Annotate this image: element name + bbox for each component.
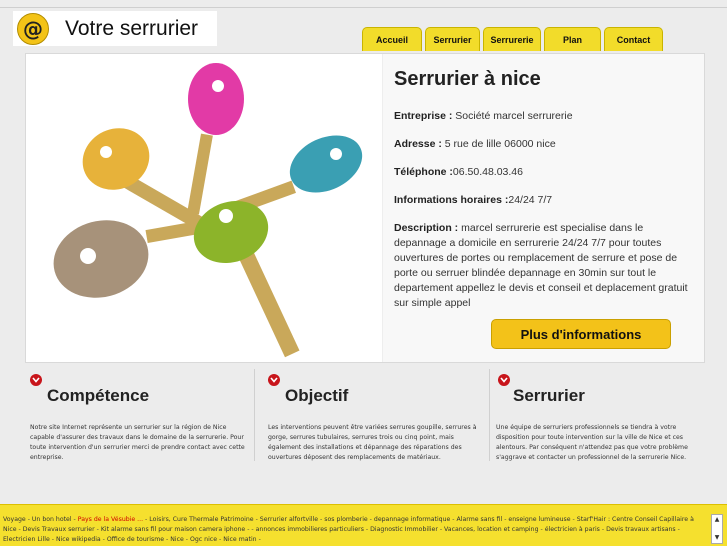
- more-info-button[interactable]: Plus d'informations: [491, 319, 671, 349]
- link-separator: -: [71, 516, 78, 523]
- footer-scrollbar[interactable]: [711, 514, 723, 544]
- column-divider: [254, 369, 255, 461]
- main-nav: [362, 27, 666, 51]
- footer-link[interactable]: électricien à paris: [544, 526, 600, 533]
- footer-link[interactable]: Vacances, location et camping: [444, 526, 539, 533]
- link-separator: -: [367, 516, 374, 523]
- footer-link[interactable]: Loisirs, Cure Thermale Patrimoine: [149, 516, 254, 523]
- keys-image: [26, 54, 382, 362]
- link-separator: -: [25, 516, 32, 523]
- link-separator: -: [450, 516, 457, 523]
- chevron-down-icon: [30, 374, 42, 386]
- telephone-value: 06.50.48.03.46: [452, 166, 523, 178]
- pink-key: [187, 63, 244, 214]
- scroll-up-icon[interactable]: ▲: [714, 516, 720, 523]
- footer-link[interactable]: Un bon hotel: [31, 516, 72, 523]
- footer-link[interactable]: depannage informatique: [373, 516, 451, 523]
- footer-link[interactable]: Pays de la Vésubie ...: [77, 516, 144, 523]
- link-separator: -: [49, 536, 56, 543]
- link-separator: -: [599, 526, 607, 533]
- footer-link[interactable]: enseigne lumineuse: [508, 516, 571, 523]
- footer-link[interactable]: Kit alarme sans fil pour maison camera iphone: [100, 526, 246, 533]
- column-title: Objectif: [285, 386, 349, 405]
- tab-plan[interactable]: Plan: [544, 27, 601, 51]
- link-separator: -: [164, 536, 171, 543]
- link-separator: -: [538, 526, 545, 533]
- adresse-row: [394, 137, 694, 152]
- link-separator: -: [363, 526, 371, 533]
- at-icon: @: [17, 13, 49, 45]
- footer-link[interactable]: Alarme sans fil: [456, 516, 503, 523]
- main-panel: [25, 53, 705, 363]
- link-separator: -: [570, 516, 577, 523]
- link-separator: -: [256, 536, 261, 543]
- tab-serrurerie[interactable]: Serrurerie: [483, 27, 541, 51]
- column-text: Les interventions peuvent être variées serrures goupille, serrures à gorge, serrures tubulaires, serrures trois ou cinq point, mais également des installations et dépannage des réparations des ouvertures déposent des remplacements de matériaux.: [268, 424, 477, 461]
- link-separator: -: [675, 526, 680, 533]
- tab-serrurier[interactable]: Serrurier: [425, 27, 480, 51]
- tab-accueil[interactable]: Accueil: [362, 27, 422, 51]
- horaires-value: 24/24 7/7: [508, 194, 553, 206]
- column-title: Serrurier: [513, 386, 585, 405]
- footer-link[interactable]: Devis Travaux serrurier: [22, 526, 95, 533]
- horaires-row: [394, 193, 694, 208]
- green-key: [185, 191, 299, 357]
- column-serrurier: [491, 369, 706, 464]
- footer-link[interactable]: Ogc nice: [189, 536, 218, 543]
- column-competence: [25, 369, 255, 464]
- footer-link[interactable]: Voyage: [3, 516, 26, 523]
- link-separator: -: [245, 526, 252, 533]
- footer-link[interactable]: Nice: [170, 536, 184, 543]
- footer-links: [3, 515, 703, 545]
- footer-link[interactable]: Diagnostic Immobilier: [370, 526, 438, 533]
- column-divider: [489, 369, 490, 461]
- link-separator: -: [143, 516, 150, 523]
- link-separator: -: [318, 516, 325, 523]
- chevron-down-icon: [498, 374, 510, 386]
- telephone-label: Téléphone :: [394, 166, 453, 178]
- page-title: Serrurier à nice: [394, 68, 541, 90]
- link-separator: -: [16, 526, 23, 533]
- description-value: marcel serrurerie est specialise dans le depannage a domicile en serrurerie 24/24 7/7 pour toutes ouvertures de portes ou remplacement de serrure et pose de porte ou serruer blindée depannage en 30min sur tout le departement appellez le devis et conseil et deplacement gratuit sur simple appel: [394, 222, 688, 309]
- footer-link[interactable]: annonces immobilieres particuliers: [255, 526, 364, 533]
- description-label: Description :: [394, 222, 459, 234]
- entreprise-label: Entreprise :: [394, 110, 453, 122]
- footer-link[interactable]: Nice wikipedia: [55, 536, 101, 543]
- link-separator: -: [502, 516, 509, 523]
- yellow-key: [73, 117, 204, 229]
- column-text: Notre site Internet représente un serrurier sur la région de Nice capable d'assurer des travaux dans le domaine de la serrurerie. Pour toute intervention d'un serrurier merci de prendre contact avec cette entreprise.: [30, 424, 245, 461]
- footer-link[interactable]: sos plomberie: [324, 516, 368, 523]
- tab-contact[interactable]: Contact: [604, 27, 663, 51]
- keys-photo: [26, 54, 383, 362]
- scroll-down-icon[interactable]: ▼: [714, 534, 720, 541]
- adresse-value: 5 rue de lille 06000 nice: [441, 138, 556, 150]
- footer-link[interactable]: Serrurier alfortville: [259, 516, 319, 523]
- footer-links-bar: [0, 504, 727, 546]
- adresse-label: Adresse :: [394, 138, 442, 150]
- horaires-label: Informations horaires :: [394, 194, 509, 206]
- telephone-row: [394, 165, 694, 180]
- top-divider: [0, 7, 727, 8]
- link-separator: -: [253, 516, 260, 523]
- link-separator: -: [217, 536, 224, 543]
- column-text: Une équipe de serruriers professionnels se tiendra à votre disposition pour toute intervention sur la ville de Nice et ces alentours. Par conséquent n'attendez pas que votre problème s'aggrave et contacter un professionnel de la serrurerie Nice.: [496, 424, 688, 461]
- entreprise-row: [394, 109, 694, 124]
- link-separator: -: [100, 536, 107, 543]
- chevron-down-icon: [268, 374, 280, 386]
- site-logo[interactable]: [13, 11, 217, 46]
- link-separator: -: [183, 536, 190, 543]
- link-separator: -: [94, 526, 101, 533]
- column-title: Compétence: [47, 386, 150, 405]
- column-objectif: [263, 369, 488, 464]
- footer-link[interactable]: Starf'Hair : Centre Conseil Capillaire à Nice: [3, 516, 694, 533]
- footer-link[interactable]: Electricien Lille: [3, 536, 50, 543]
- description-row: [394, 221, 694, 311]
- link-separator: -: [251, 526, 256, 533]
- link-separator: -: [437, 526, 445, 533]
- footer-link[interactable]: Office de tourisme: [106, 536, 165, 543]
- footer-link[interactable]: Nice matin: [223, 536, 257, 543]
- info-panel: [383, 54, 704, 362]
- brown-key: [45, 210, 217, 308]
- entreprise-value: Société marcel serrurerie: [452, 110, 573, 122]
- site-title: Votre serrurier: [65, 16, 199, 40]
- footer-link[interactable]: Devis travaux artisans: [606, 526, 676, 533]
